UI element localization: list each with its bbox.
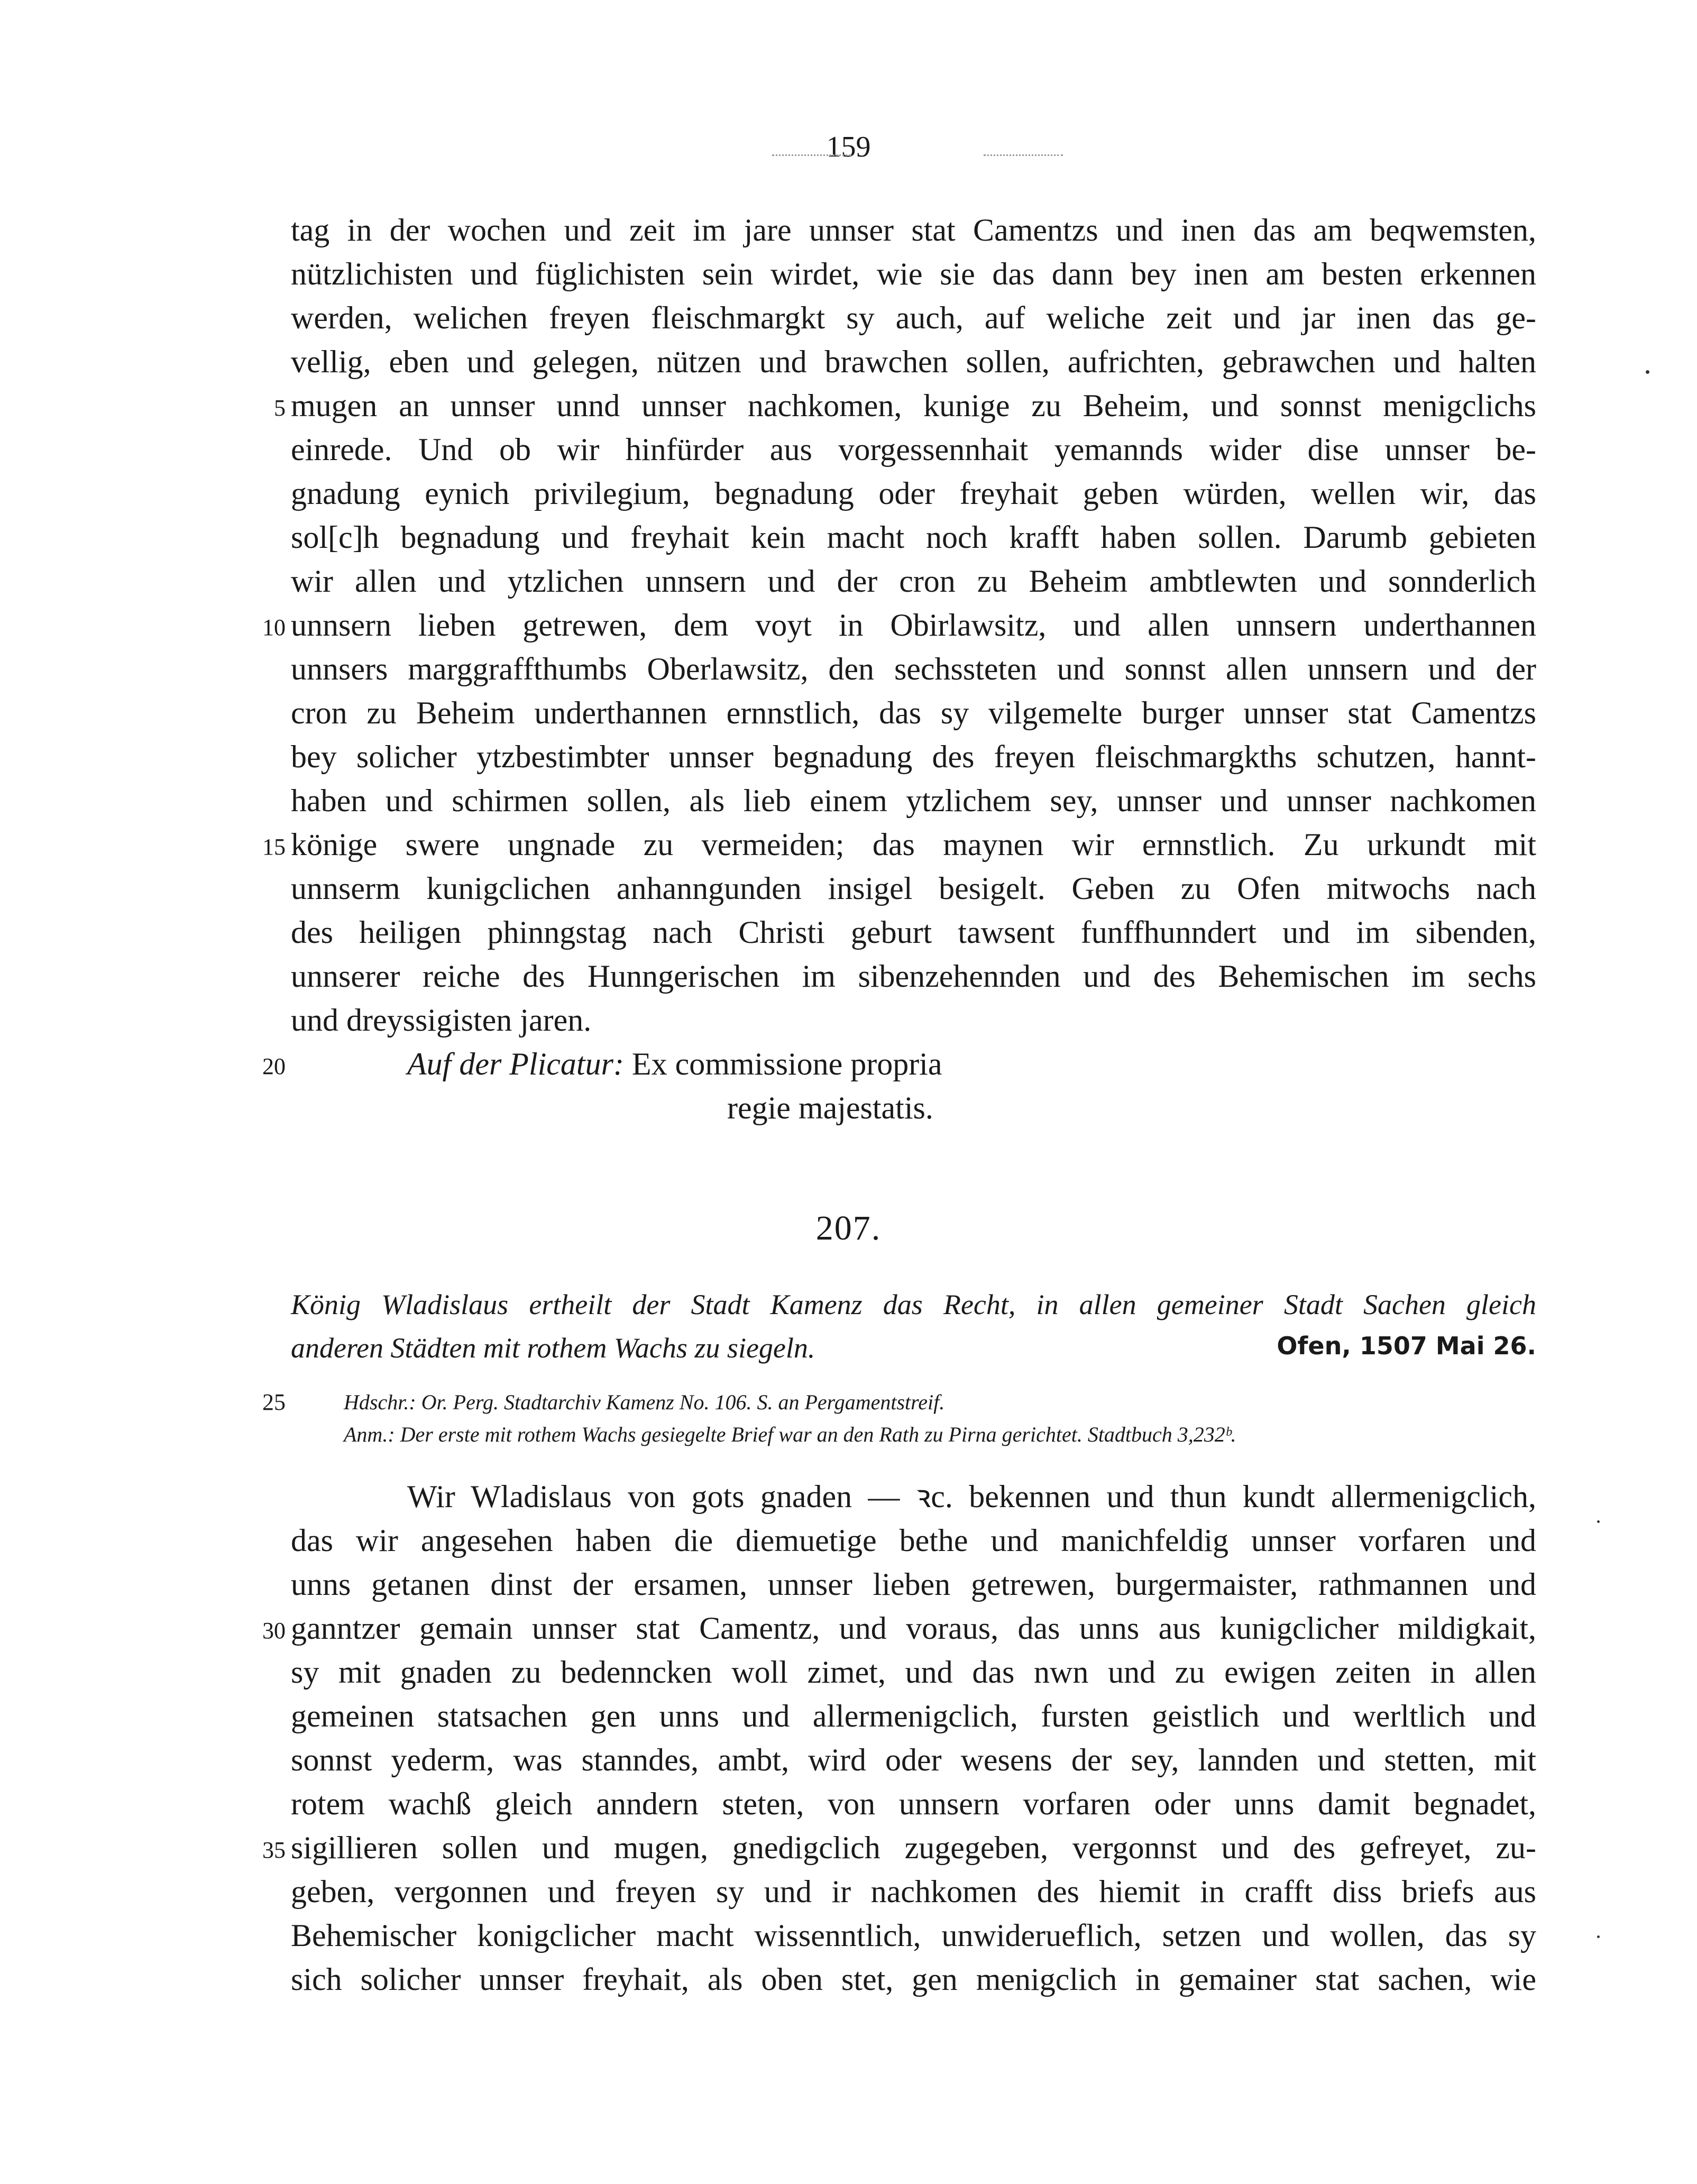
text-line: ganntzer gemain unnser stat Camentz, und voraus, das unns aus kunigclicher mildigkait, [291,1611,1536,1646]
decorative-dots-left [772,154,851,156]
text-line: geben, vergonnen und freyen sy und ir nachkomen des hiemit in crafft diss briefs aus [291,1874,1536,1909]
text-line: unns getanen dinst der ersamen, unnser lieben getrewen, burgermaister, rathmannen und [291,1567,1536,1602]
scan-speck [1597,1520,1600,1523]
plicatur-text: Ex commissione propria [631,1047,942,1081]
line-number: 15 [262,834,286,860]
regest-date: Ofen, 1507 Mai 26. [1277,1332,1536,1360]
text-line: sol[c]h begnadung und freyhait kein macht noch krafft haben sollen. Darumb gebieten [291,520,1536,555]
plicatur-text-2: regie majestatis. [727,1090,933,1125]
line-number: 10 [262,614,286,640]
page-number: 159 [826,131,871,163]
decorative-dots-right [984,154,1063,156]
annotation-note: Anm.: Der erste mit rothem Wachs gesiegelte Brief war an den Rath zu Pirna gerichtet. Stadtbuch 3,232ᵇ. [344,1423,1236,1446]
text-line: einrede. Und ob wir hinfürder aus vorgessennhait yemannds wider dise unnser be- [291,432,1536,467]
line-number: 5 [274,395,286,421]
document-number: 207. [815,1209,882,1247]
text-line: könige swere ungnade zu vermeiden; das maynen wir ernnstlich. Zu urkundt mit [291,827,1536,862]
text-line: unnsern lieben getrewen, dem voyt in Obirlawsitz, und allen unnsern underthannen [291,608,1536,643]
plicatur-line [407,1048,942,1080]
text-line: sich solicher unnser freyhait, als oben stet, gen menigclich in gemainer stat sachen, wie [291,1962,1536,1997]
text-line: bey solicher ytzbestimbter unnser begnadung des freyen fleischmargkths schutzen, hannt- [291,739,1536,774]
text-line: nützlichisten und füglichisten sein wirdet, wie sie das dann bey inen am besten erkennen [291,256,1536,291]
line-number: 20 [262,1053,286,1079]
text-line: des heiligen phinngstag nach Christi geburt tawsent funffhunndert und im sibenden, [291,915,1536,950]
text-line: sy mit gnaden zu bedenncken woll zimet, und das nwn und zu ewigen zeiten in allen [291,1655,1536,1690]
scan-speck [1597,1935,1600,1938]
text-line: unnserer reiche des Hunngerischen im sibenzehennden und des Behemischen im sechs [291,959,1536,994]
text-line: und dreyssigisten jaren. [291,1003,592,1038]
text-line: Behemischer konigclicher macht wissenntlich, unwiderueflich, setzen und wollen, das sy [291,1918,1536,1953]
text-line: vellig, eben und gelegen, nützen und brawchen sollen, aufrichten, gebrawchen und halten [291,344,1536,379]
text-line: gemeinen statsachen gen unns und allermenigclich, fursten geistlich und werltlich und [291,1699,1536,1733]
plicatur-label: Auf der Plicatur: [407,1047,624,1081]
text-line: rotem wachß gleich anndern steten, von unnsern vorfaren oder unns damit begnadet, [291,1786,1536,1821]
line-number: 35 [262,1837,286,1863]
text-line: haben und schirmen sollen, als lieb einem ytzlichem sey, unnser und unnser nachkomen [291,783,1536,818]
text-line: Wir Wladislaus von gots gnaden — ꝛc. bekennen und thun kundt allermenigclich, [407,1479,1536,1514]
text-line: das wir angesehen haben die diemuetige bethe und manichfeldig unnser vorfaren und [291,1523,1536,1558]
text-line: sonnst yederm, was stanndes, ambt, wird oder wesens der sey, lannden und stetten, mit [291,1742,1536,1777]
regest-line: König Wladislaus ertheilt der Stadt Kamenz das Recht, in allen gemeiner Stadt Sachen gleich [291,1289,1536,1320]
regest-row [291,1334,1536,1362]
text-line: cron zu Beheim underthannen ernnstlich, das sy vilgemelte burger unnser stat Camentzs [291,695,1536,730]
text-line: wir allen und ytzlichen unnsern und der cron zu Beheim ambtlewten und sonnderlich [291,564,1536,599]
text-line: mugen an unnser unnd unnser nachkomen, kunige zu Beheim, und sonnst menigclichs [291,388,1536,423]
line-number: 25 [262,1389,286,1415]
source-note: Hdschr.: Or. Perg. Stadtarchiv Kamenz No. 106. S. an Pergamentstreif. [344,1390,945,1414]
scan-speck [1646,370,1649,374]
text-line: unnsers marggraffthumbs Oberlawsitz, den sechssteten und sonnst allen unnsern und der [291,651,1536,686]
text-line: werden, welichen freyen fleischmargkt sy auch, auf weliche zeit und jar inen das ge- [291,300,1536,335]
regest-line: anderen Städten mit rothem Wachs zu siegeln. [291,1332,815,1364]
text-line: sigillieren sollen und mugen, gnedigclich zugegeben, vergonnst und des gefreyet, zu- [291,1830,1536,1865]
line-number: 30 [262,1618,286,1644]
text-line: unnserm kunigclichen anhanngunden insigel besigelt. Geben zu Ofen mitwochs nach [291,871,1536,906]
text-line: tag in der wochen und zeit im jare unnser stat Camentzs und inen das am beqwemsten, [291,213,1536,247]
text-line: gnadung eynich privilegium, begnadung oder freyhait geben würden, wellen wir, das [291,476,1536,511]
